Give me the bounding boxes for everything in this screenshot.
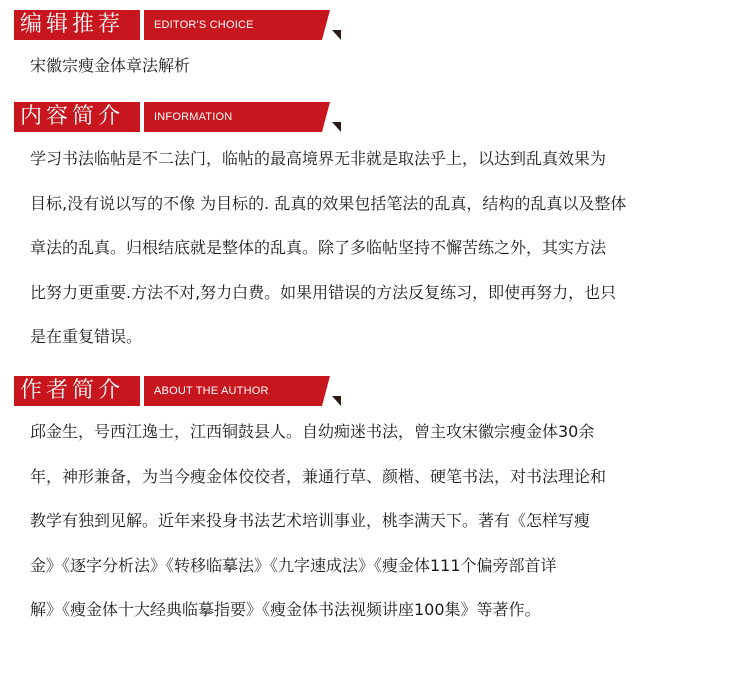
about-author-line: 邱金生，号西江逸士，江西铜鼓县人。自幼痴迷书法，曾主攻宋徽宗瘦金体30余 [30,422,595,441]
editors-choice-title: 编辑推荐 [14,10,140,40]
header-corner-accent [332,30,341,40]
header-tail [322,10,330,40]
information-title: 内容简介 [14,102,140,132]
information-line: 是在重复错误。 [30,327,143,346]
editors-choice-header [14,10,329,40]
editors-choice-subtitle: EDITOR'S CHOICE [144,10,322,40]
header-corner-accent [332,122,341,132]
about-author-line: 金》《逐字分析法》《转移临摹法》《九字速成法》《瘦金体111个偏旁部首详 [30,555,557,575]
header-corner-accent [332,396,341,406]
about-author-subtitle: ABOUT THE AUTHOR [144,376,322,406]
about-author-line: 解》《瘦金体十大经典临摹指要》《瘦金体书法视频讲座100集》等著作。 [30,600,541,619]
about-author-line: 教学有独到见解。近年来投身书法艺术培训事业，桃李满天下。著有《怎样写瘦 [30,511,591,530]
information-line: 学习书法临帖是不二法门，临帖的最高境界无非就是取法乎上，以达到乱真效果为 [30,149,607,168]
information-header [14,102,329,132]
about-author-body [30,410,730,633]
information-subtitle: INFORMATION [144,102,322,132]
header-tail [322,102,330,132]
about-author-header [14,376,329,406]
information-line: 目标,没有说以写的不像 为目标的. 乱真的效果包括笔法的乱真，结构的乱真以及整体 [30,193,627,213]
information-line: 比努力更重要.方法不对,努力白费。如果用错误的方法反复练习，即使再努力，也只 [30,282,617,302]
editors-choice-text: 宋徽宗瘦金体章法解析 [30,56,191,75]
information-line: 章法的乱真。归根结底就是整体的乱真。除了多临帖坚持不懈苦练之外，其实方法 [30,238,607,257]
about-author-title: 作者简介 [14,376,140,406]
about-author-line: 年，神形兼备，为当今瘦金体佼佼者，兼通行草、颜楷、硬笔书法，对书法理论和 [30,466,607,486]
information-body [30,137,730,360]
header-tail [322,376,330,406]
